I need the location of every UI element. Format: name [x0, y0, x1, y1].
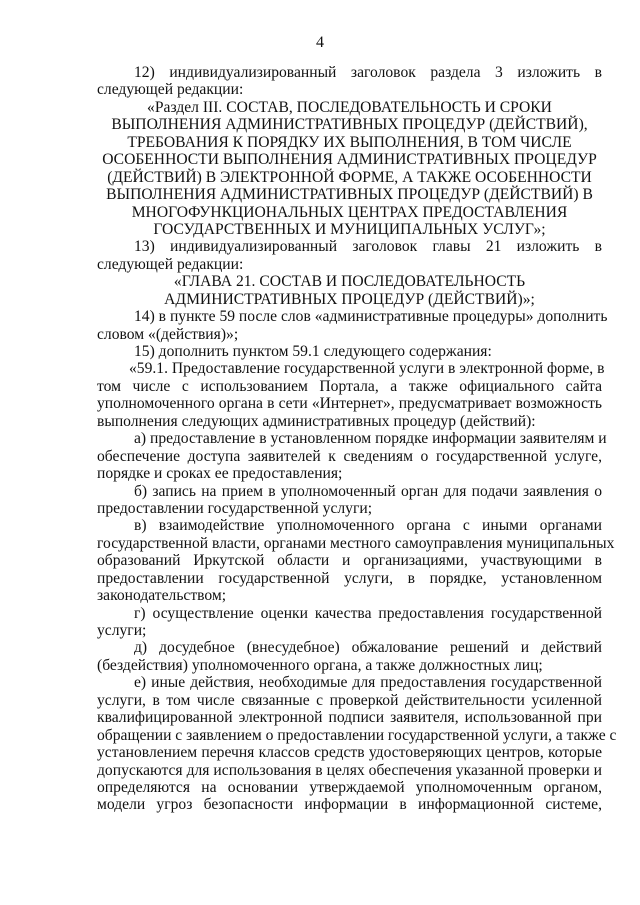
text-line: «59.1. Предоставление государственной услуги в электронной форме, в [129, 360, 605, 378]
text-line: предоставлении государственной услуги, в порядке, установленном [97, 569, 602, 587]
text-line: услуги, в том числе связанные с проверкой действительности усиленной [97, 691, 602, 709]
text-line: обращении с заявлением о предоставлении государственной услуги, а также с [97, 726, 617, 744]
text-line: 15) дополнить пунктом 59.1 следующего содержания: [134, 343, 492, 360]
text-line: том числе с использованием Портала, а также официального сайта [97, 377, 602, 395]
text-line: ОСОБЕННОСТИ ВЫПОЛНЕНИЯ АДМИНИСТРАТИВНЫХ ПРОЦЕДУР [102, 151, 597, 169]
text-line: установлением перечня классов средств удостоверяющих центров, которые [97, 744, 602, 762]
text-line: обеспечение доступа заявителей к сведениям о государственной услуге, [97, 447, 602, 465]
text-line: МНОГОФУНКЦИОНАЛЬНЫХ ЦЕНТРАХ ПРЕДОСТАВЛЕНИЯ [131, 203, 568, 221]
text-line: ГОСУДАРСТВЕННЫХ И МУНИЦИПАЛЬНЫХ УСЛУГ»; [153, 220, 546, 238]
text-line: образований Иркутской области и организациями, участвующими в [97, 552, 602, 570]
text-line: (ДЕЙСТВИЙ) В ЭЛЕКТРОННОЙ ФОРМЕ, А ТАКЖЕ ОСОБЕННОСТИ [107, 168, 592, 186]
text-line: 12) индивидуализированный заголовок раздела 3 изложить в [134, 64, 602, 81]
text-line: а) предоставление в установленном порядке информации заявителям и [134, 430, 607, 448]
text-line: «ГЛАВА 21. СОСТАВ И ПОСЛЕДОВАТЕЛЬНОСТЬ [173, 273, 526, 291]
text-line: услуги; [97, 622, 147, 639]
text-line: следующей редакции: [97, 81, 244, 99]
text-line: допускаются для использования в целях обеспечения указанной проверки и [97, 761, 602, 779]
text-line: предоставлении государственной услуги; [97, 499, 373, 517]
text-line: АДМИНИСТРАТИВНЫХ ПРОЦЕДУР (ДЕЙСТВИЙ)»; [164, 290, 535, 308]
text-line: квалифицированной электронной подписи заявителя, использованной при [97, 709, 602, 727]
document-body [97, 64, 617, 814]
text-line: определяются на основании утверждаемой уполномоченным органом, [97, 778, 602, 796]
text-line: следующей редакции: [97, 255, 244, 273]
text-line: 13) индивидуализированный заголовок главы 21 изложить в [134, 238, 602, 256]
text-line: ТРЕБОВАНИЯ К ПОРЯДКУ ИХ ВЫПОЛНЕНИЯ, В ТОМ ЧИСЛЕ [127, 133, 572, 151]
text-line: словом «(действия)»; [97, 325, 239, 343]
text-line: «Раздел III. СОСТАВ, ПОСЛЕДОВАТЕЛЬНОСТЬ И СРОКИ [147, 98, 552, 116]
text-line: уполномоченного органа в сети «Интернет», предусматривает возможность [97, 395, 602, 413]
text-line: б) запись на прием в уполномоченный орган для подачи заявления о [134, 482, 602, 500]
text-line: ВЫПОЛНЕНИЯ АДМИНИСТРАТИВНЫХ ПРОЦЕДУР (ДЕЙСТВИЙ), [111, 116, 588, 134]
text-line: е) иные действия, необходимые для предоставления государственной [134, 674, 602, 692]
text-line: д) досудебное (внесудебное) обжалование решений и действий [134, 639, 602, 657]
text-line: ВЫПОЛНЕНИЯ АДМИНИСТРАТИВНЫХ ПРОЦЕДУР (ДЕЙСТВИЙ) В [106, 186, 593, 204]
text-line: порядке и сроках ее предоставления; [97, 465, 343, 483]
text-line: выполнения следующих административных процедур (действий): [97, 412, 536, 430]
text-line: государственной власти, органами местного самоуправления муниципальных [97, 534, 615, 552]
text-line: г) осуществление оценки качества предоставления государственной [134, 604, 602, 622]
text-line: (бездействия) уполномоченного органа, а также должностных лиц; [97, 656, 543, 674]
page-number: 4 [316, 34, 324, 51]
text-line: 14) в пункте 59 после слов «административные процедуры» дополнить [134, 308, 608, 326]
text-line: законодательством; [97, 587, 227, 605]
text-line: модели угроз безопасности информации в информационной системе, [97, 796, 602, 814]
text-line: в) взаимодействие уполномоченного органа с иными органами [134, 517, 602, 535]
